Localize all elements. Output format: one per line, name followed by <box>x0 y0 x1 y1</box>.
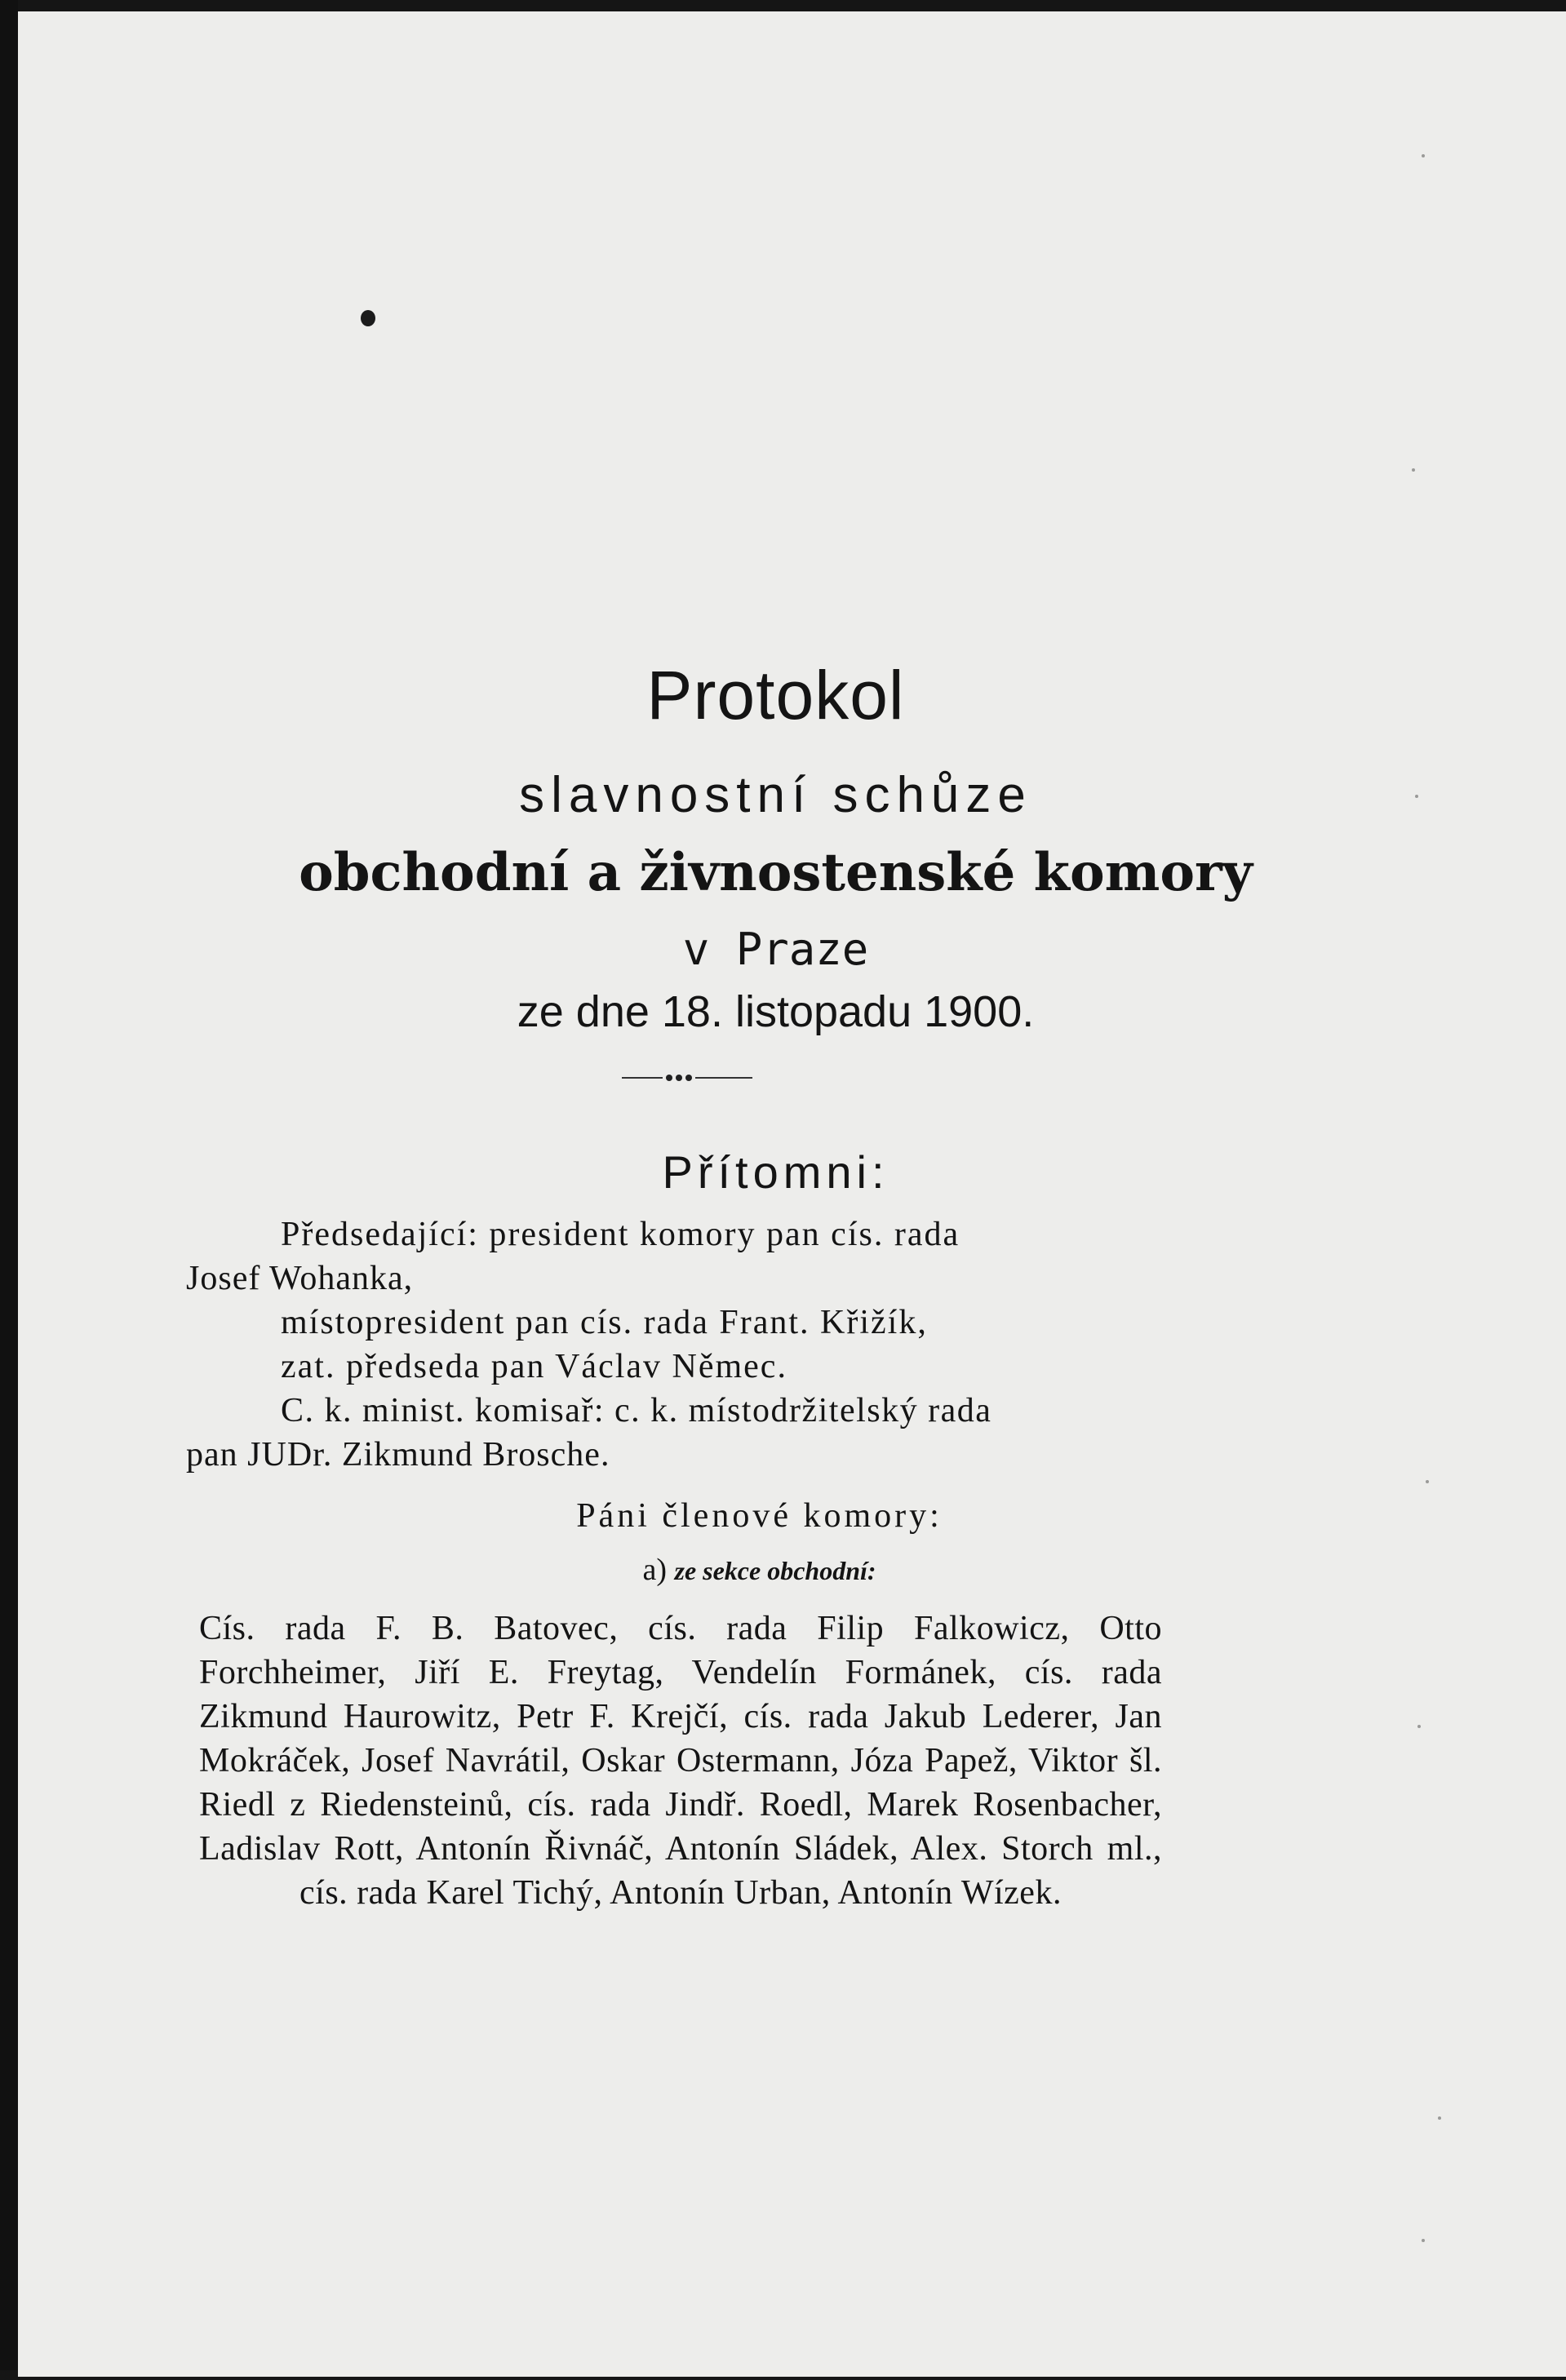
meeting-date: ze dne 18. listopadu 1900. <box>517 987 1035 1036</box>
subtitle-city: v Praze <box>682 924 869 975</box>
members-list: Cís. rada F. B. Batovec, cís. rada Filip Falkowicz, Otto Forchheimer, Jiří E. Freytag, Vendelín Formánek, cís. rada Zikmund Haurowitz, Petr F. Krejčí, cís. rada Jakub Lederer, Jan Mokráček, Josef Navrátil, Oskar Ostermann, Józa Papež, Viktor šl. Riedl z Riedensteinů, cís. rada Jindř. Roedl, Marek Rosenbacher, Ladislav Rott, Antonín Řivnáč, Antonín Sládek, Alex. Storch ml., cís. rada Karel Tichý, Antonín Urban, Antonín Wízek. <box>199 1610 1162 1912</box>
section-prefix: a) <box>642 1553 667 1587</box>
document-page <box>18 11 1566 2377</box>
attendance-line: Předsedající: president komory pan cís. rada <box>281 1216 960 1253</box>
scan-border-top <box>0 0 1566 11</box>
attendance-line: místopresident pan cís. rada Frant. Křižík, <box>281 1304 928 1341</box>
ornament-divider <box>622 1074 752 1082</box>
attendance-line: Josef Wohanka, <box>186 1260 414 1297</box>
attendance-line: pan JUDr. Zikmund Brosche. <box>186 1436 610 1474</box>
attendance-heading: Přítomni: <box>662 1146 889 1198</box>
subtitle-meeting: slavnostní schůze <box>519 767 1032 823</box>
members-heading: Páni členové komory: <box>576 1497 943 1535</box>
section-heading <box>0 1552 1533 1588</box>
section-label: ze sekce obchodní: <box>674 1556 876 1585</box>
subtitle-chamber: obchodní a živnostenské komory <box>299 842 1253 903</box>
ink-dot <box>361 310 375 326</box>
attendance-line: C. k. minist. komisař: c. k. místodržitelský rada <box>281 1392 992 1429</box>
attendance-line: zat. předseda pan Václav Němec. <box>281 1348 787 1385</box>
document-title: Protokol <box>646 657 905 734</box>
